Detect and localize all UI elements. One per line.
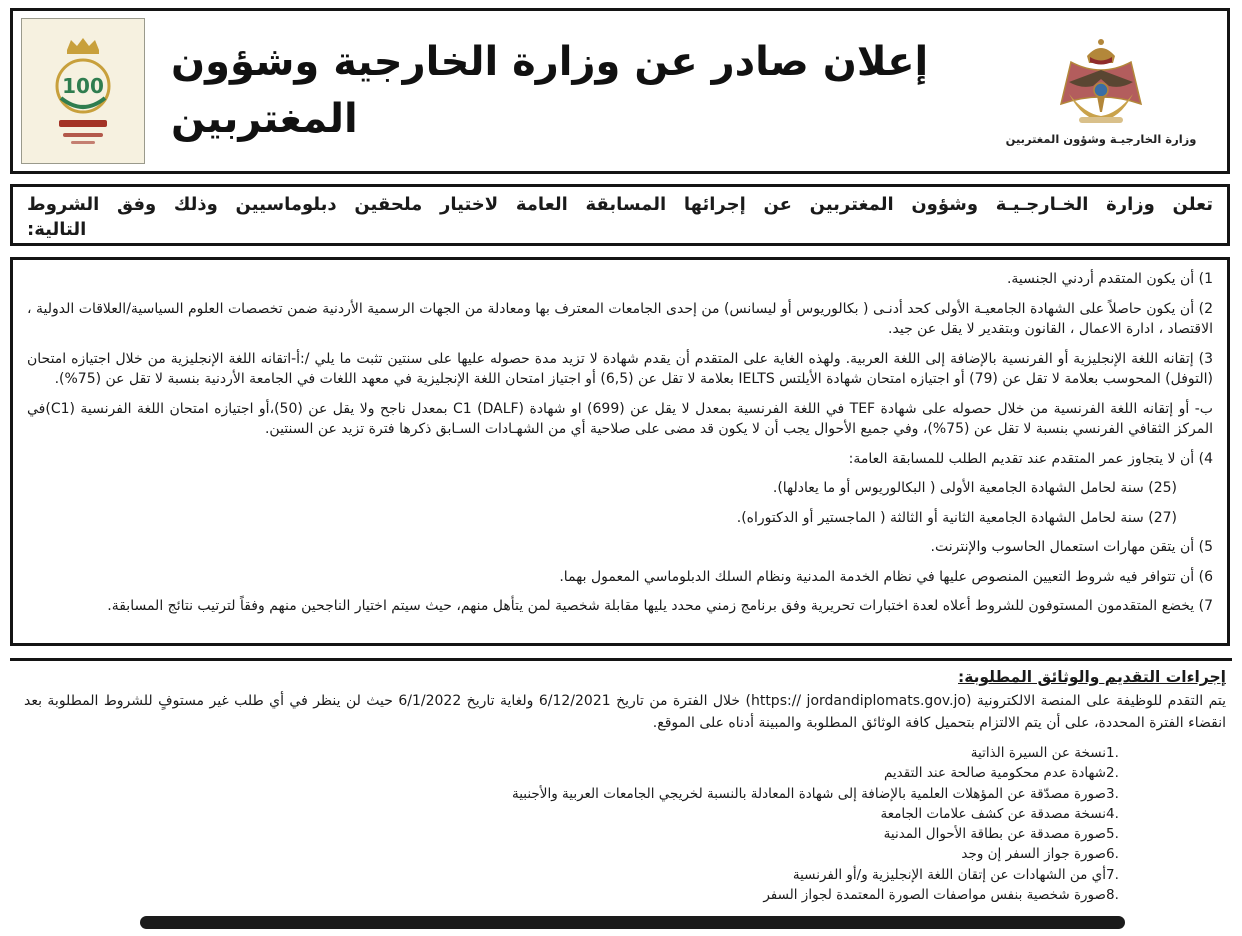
document-text: صورة جواز السفر إن وجد [961,846,1106,863]
document-text: صورة شخصية بنفس مواصفات الصورة المعتمدة لجواز السفر [763,887,1106,904]
condition-item: (25) سنة لحامل الشهادة الجامعية الأولى ( البكالوريوس أو ما يعادلها). [772,480,1177,496]
condition-item: 1) أن يكون المتقدم أردني الجنسية. [1006,271,1213,287]
document-list-item [10,885,1136,905]
document-text: أي من الشهادات عن إتقان اللغة الإنجليزية و/أو الفرنسية [792,866,1106,883]
condition-item: 2) أن يكون حاصلاً على الشهادة الجامعيـة الأولى كحد أدنـى ( بكالوريوس أو ليسانس) من إحدى الجامعات المعترف بها ومعادلة من الجهات الرسمية الأردنية ضمن تخصصات العلوم السياسية/العلاقات الدولية ، الاقتصاد ، ادارة الاعمال ، القانون وبتقدير لا يقل عن جيد. [27,300,1213,337]
document-number: 5. [1106,826,1119,843]
condition-item: 6) أن تتوافر فيه شروط التعيين المنصوص عليها في نظام الخدمة المدنية ونظام السلك الدبلوماسي المعمول بهما. [559,568,1213,585]
bottom-divider-bar [140,916,1125,929]
intro-box [10,184,1230,246]
condition-item: ب- أو إتقانه اللغة الفرنسية من خلال حصوله على شهادة TEF في اللغة الفرنسية بمعدل لا يقل عن (699) او شهادة C1 (DALF) بمعدل ناجح ولا يقل عن (50)،أو اجتيازه امتحان اللغة الفرنسية (C1)في المركز الثقافي الفرنسي بنسبة لا تقل عن (75%)، وفي جميع الأحوال يجب أن لا يكون قد مضى على صلاحية أي من الشهـادات السـابق ذكرها فترة تزيد عن السنتين. [27,400,1213,437]
document-text: نسخة مصدقة عن كشف علامات الجامعة [880,805,1106,822]
document-list-item [10,844,1136,864]
conditions-box [10,257,1230,646]
condition-item: 7) يخضع المتقدمون المستوفون للشروط أعلاه لعدة اختبارات تحريرية وفق برنامج زمني محدد يليها مقابلة شخصية لمن يتأهل منهم، حيث سيتم اختيار الناجحين منهم وفقاً لترتيب نتائج المسابقة. [107,598,1213,614]
document-number: 7. [1106,866,1119,883]
condition-item: 4) أن لا يتجاوز عمر المتقدم عند تقديم الطلب للمسابقة العامة: [848,450,1213,467]
document-list-item [10,784,1136,804]
ministry-emblem-block [995,36,1201,146]
document-number: 1. [1106,745,1119,761]
procedures-intro: يتم التقدم للوظيفة على المنصة الالكترونية (https:// jordandiplomats.gov.jo) خلال الفترة من تاريخ 6/12/2021 ولغاية تاريخ 6/1/2022 حيث لن ينظر في أي طلب غير مستوفٍ للشروط المطلوبة بعد انقضاء الفترة المحددة، على أن يتم الالتزام بتحميل كافة الوثائق المطلوبة والمبينة أدناه على الموقع. [24,693,1227,731]
document-number: 3. [1106,785,1119,802]
emblem-caption: وزارة الخارجيـة وشؤون المغتربين [1005,132,1197,146]
document-list-item [10,743,1136,763]
intro-text-line2: التالية: [27,219,87,240]
document-number: 2. [1106,765,1119,782]
centennial-logo [21,18,145,164]
condition-item: 5) أن يتقن مهارات استعمال الحاسوب والإنترنت. [930,539,1213,555]
document-text: صورة مصدقة عن بطاقة الأحوال المدنية [883,826,1106,843]
logo-100-text: 100 [62,74,104,98]
document-list-item [10,824,1136,844]
condition-item: 3) إتقانه اللغة الإنجليزية أو الفرنسية بالإضافة إلى اللغة العربية. ولهذه الغاية على المتقدم أن يقدم شهادة لا تزيد مدة حصوله عليها على سنتين تثبت ما يلي /:أ-اتقانه اللغة الإنجليزية من خلال اجتيازه امتحان (التوفل) المحوسب بعلامة لا تقل عن (79) أو اجتيازه امتحان شهادة الأيلتس IELTS بعلامة لا تقل عن (6,5) أو اجتياز امتحان اللغة الإنجليزية في معهد اللغات في الجامعة الأردنية بنسبة لا تقل عن (75%). [27,350,1213,387]
centennial-logo-icon [33,32,133,150]
document-text: صورة مصدّقة عن المؤهلات العلمية بالإضافة إلى شهادة المعادلة بالنسبة لخريجي الجامعات العربية والأجنبية [511,785,1106,802]
documents-list [10,743,1136,905]
document-list-item [10,865,1136,885]
intro-text-line1: تعلن وزارة الخـارجـيـة وشؤون المغتربين عن إجرائها المسابقة العامة لاختيار ملحقين دبلوماسيين وذلك وفق الشروط [27,194,1213,215]
document-number: 6. [1106,846,1119,863]
coat-of-arms-icon [1049,36,1153,124]
page-title: إعلان صادر عن وزارة الخارجية وشؤون المغتربين [171,39,929,142]
document-number: 8. [1106,887,1119,904]
document-text: نسخة عن السيرة الذاتية [970,745,1106,761]
document-list-item [10,763,1136,783]
condition-item: (27) سنة لحامل الشهادة الجامعية الثانية أو الثالثة ( الماجستير أو الدكتوراه). [736,509,1177,526]
document-number: 4. [1106,805,1119,822]
procedures-section [10,658,1232,905]
header-box [10,8,1230,174]
procedures-heading: إجراءات التقديم والوثائق المطلوبة: [958,668,1226,686]
document-text: شهادة عدم محكومية صالحة عند التقديم [883,765,1106,782]
document-list-item [10,804,1136,824]
